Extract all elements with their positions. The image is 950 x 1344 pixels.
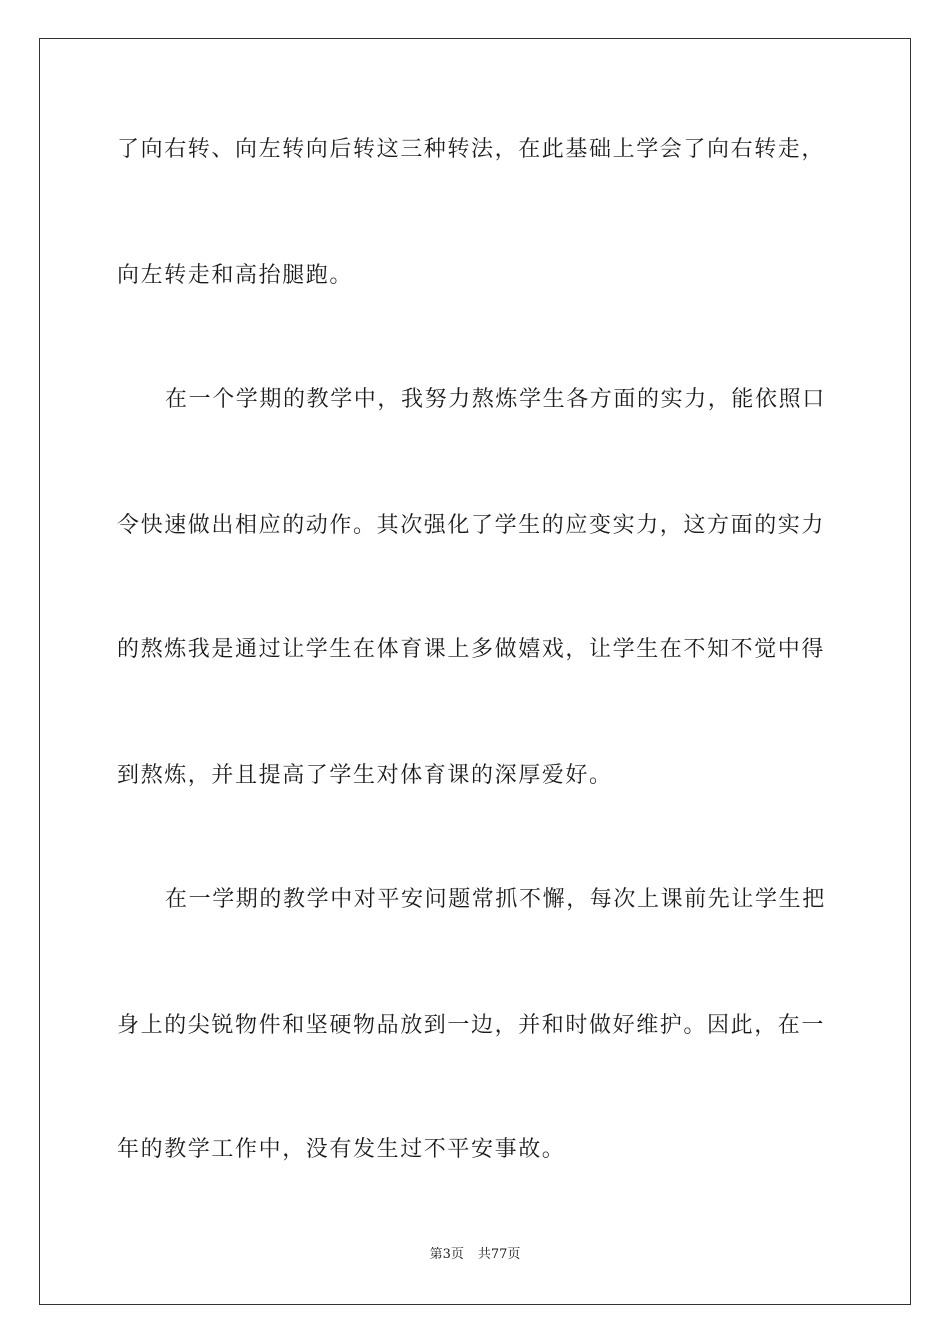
text-line: 身上的尖锐物件和坚硬物品放到一边，并和时做好维护。因此，在一: [117, 1013, 826, 1038]
page-total: 共77页: [477, 1247, 521, 1262]
paragraph-first-line: 在一个学期的教学中，我努力熬炼学生各方面的实力，能依照口: [165, 387, 826, 412]
paragraph-first-line: 在一学期的教学中对平安问题常抓不懈，每次上课前先让学生把: [165, 887, 826, 912]
page-number: 第3页: [429, 1247, 464, 1262]
text-line: 向左转走和高抬腿跑。: [117, 263, 354, 288]
text-line: 了向右转、向左转向后转这三种转法，在此基础上学会了向右转走，: [117, 137, 826, 162]
text-line: 的熬炼我是通过让学生在体育课上多做嬉戏，让学生在不知不觉中得: [117, 637, 826, 662]
text-line: 年的教学工作中，没有发生过不平安事故。: [117, 1137, 566, 1162]
text-line: 到熬炼，并且提高了学生对体育课的深厚爱好。: [117, 763, 613, 788]
text-line: 令快速做出相应的动作。其次强化了学生的应变实力，这方面的实力: [117, 513, 826, 538]
page-footer: [0, 1246, 950, 1264]
page-border: [39, 38, 911, 1305]
